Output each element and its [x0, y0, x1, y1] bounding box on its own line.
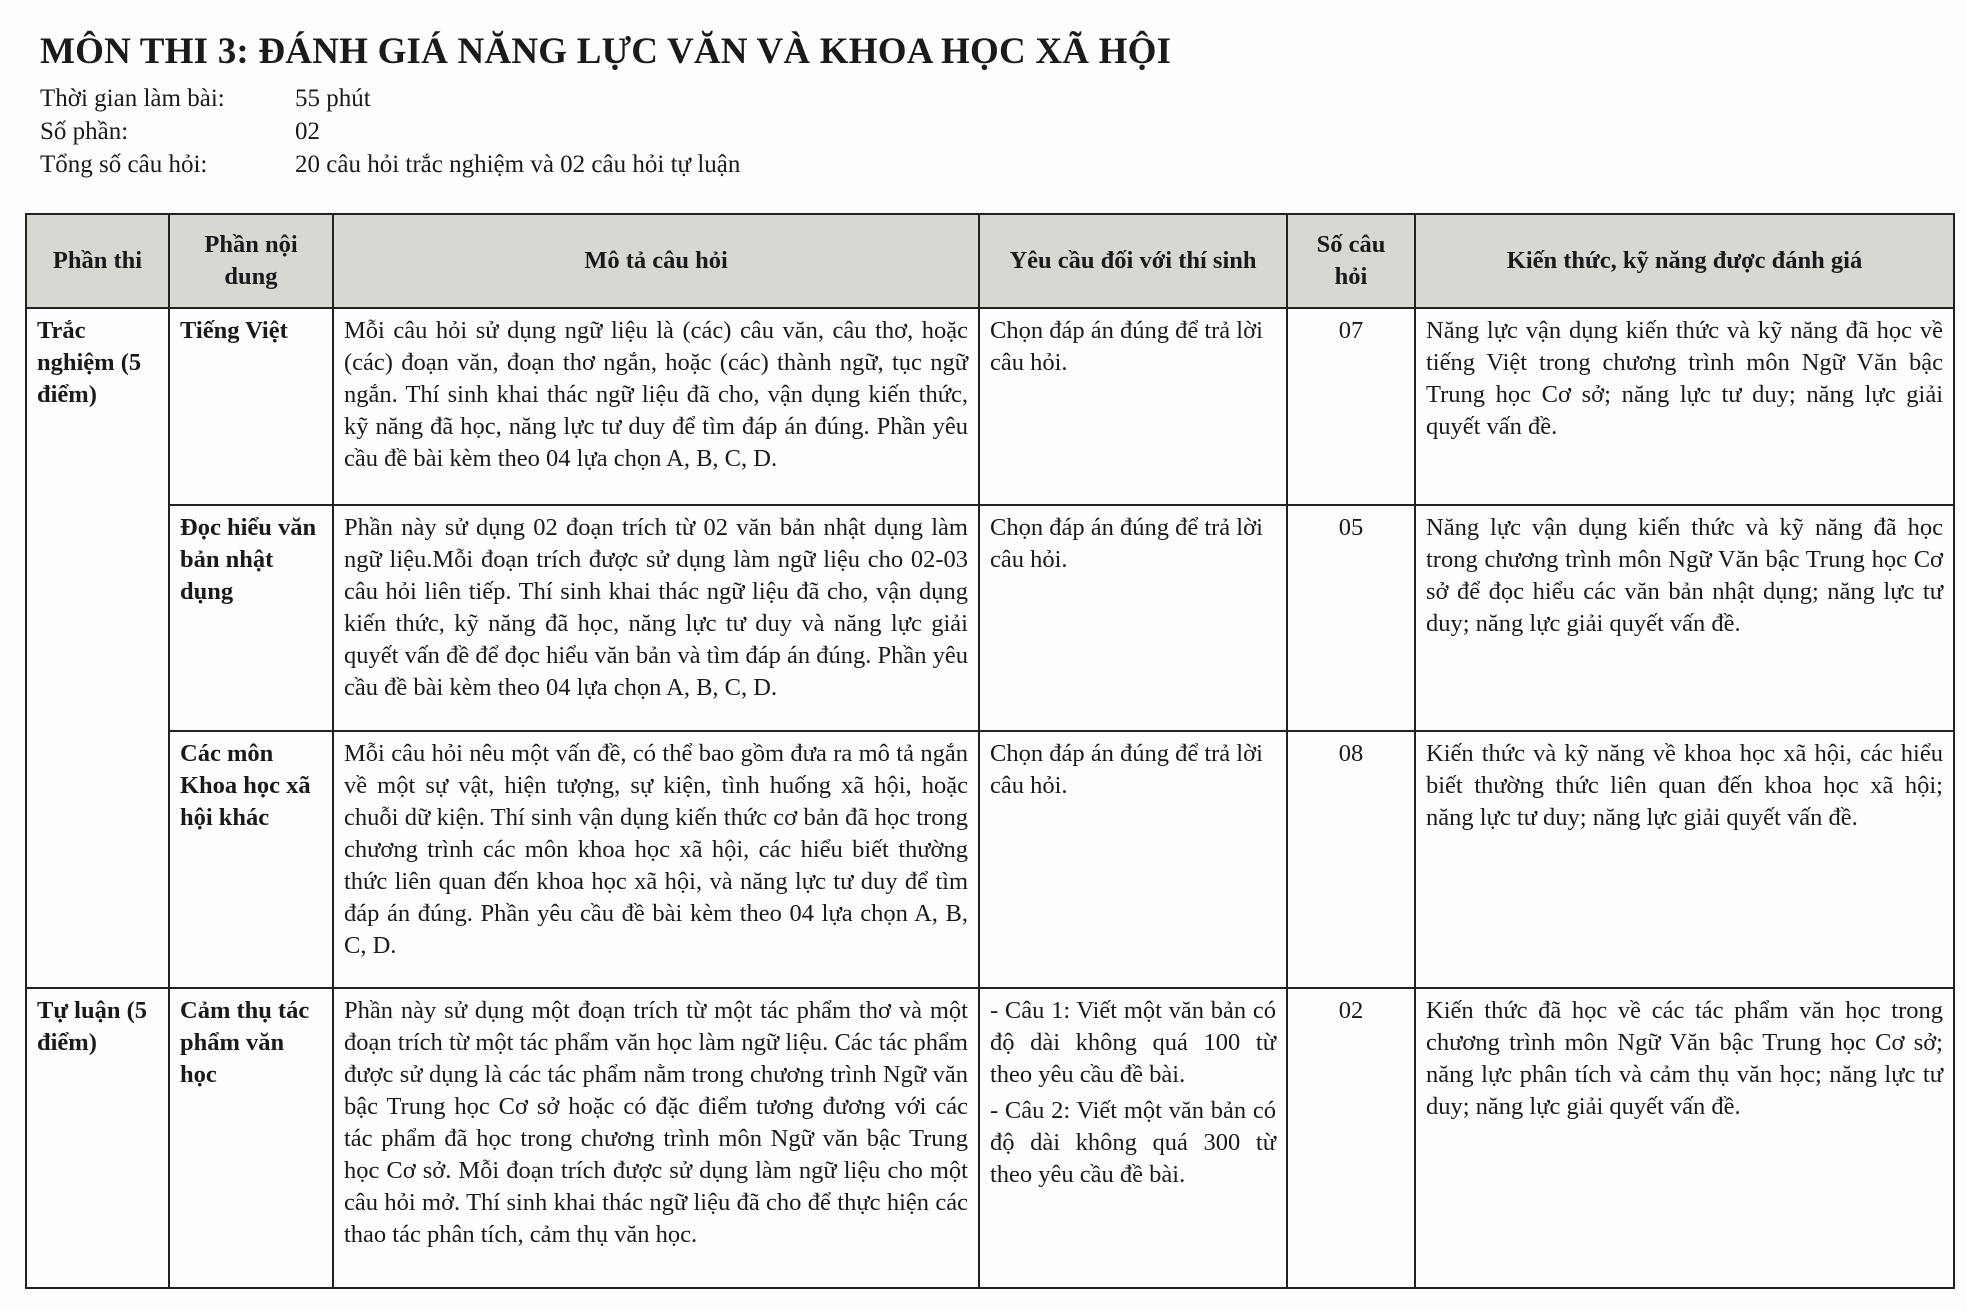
count-cell: 08 [1287, 731, 1415, 988]
header-skills: Kiến thức, kỹ năng được đánh giá [1415, 214, 1954, 308]
table-row [26, 308, 1954, 505]
description-cell: Phần này sử dụng 02 đoạn trích từ 02 văn bản nhật dụng làm ngữ liệu.Mỗi đoạn trích được sử dụng làm ngữ liệu cho 02-03 câu hỏi liên tiếp. Thí sinh khai thác ngữ liệu đã cho, vận dụng kiến thức, kỹ năng đã học, năng lực tư duy và năng lực giải quyết vấn đề để đọc hiểu văn bản và tìm đáp án đúng. Phần yêu cầu đề bài kèm theo 04 lựa chọn A, B, C, D. [333, 505, 979, 731]
description-cell: Mỗi câu hỏi nêu một vấn đề, có thể bao gồm đưa ra mô tả ngắn về một sự vật, hiện tượng, sự kiện, tình huống xã hội, hoặc chuỗi dữ kiện. Thí sinh vận dụng kiến thức cơ bản đã học trong chương trình các môn khoa học xã hội, các hiểu biết thường thức liên quan đến khoa học xã hội, và năng lực tư duy để tìm đáp án đúng. Phần yêu cầu đề bài kèm theo 04 lựa chọn A, B, C, D. [333, 731, 979, 988]
count-cell: 07 [1287, 308, 1415, 505]
header-part: Phần thi [26, 214, 169, 308]
skills-cell: Kiến thức và kỹ năng về khoa học xã hội, các hiểu biết thường thức liên quan đến khoa học xã hội; năng lực tư duy; năng lực giải quyết vấn đề. [1415, 731, 1954, 988]
requirement-cell: Chọn đáp án đúng để trả lời câu hỏi. [979, 731, 1287, 988]
content-cell: Tiếng Việt [169, 308, 333, 505]
page-title: MÔN THI 3: ĐÁNH GIÁ NĂNG LỰC VĂN VÀ KHOA HỌC XÃ HỘI [40, 31, 1172, 72]
requirement-cell: Chọn đáp án đúng để trả lời câu hỏi. [979, 505, 1287, 731]
content-cell: Đọc hiểu văn bản nhật dụng [169, 505, 333, 731]
header-requirement: Yêu cầu đối với thí sinh [979, 214, 1287, 308]
requirement-cell [979, 988, 1287, 1288]
table-row [26, 731, 1954, 988]
section-essay: Tự luận (5 điểm) [26, 988, 169, 1288]
table-row [26, 988, 1954, 1288]
requirement-item: - Câu 1: Viết một văn bản có độ dài không quá 100 từ theo yêu cầu đề bài. [990, 997, 1276, 1088]
info-value: 02 [295, 118, 320, 145]
header-count: Số câu hỏi [1287, 214, 1415, 308]
info-parts [40, 115, 740, 148]
info-time [40, 82, 740, 115]
requirement-item: - Câu 2: Viết một văn bản có độ dài không quá 300 từ theo yêu cầu đề bài. [990, 1097, 1276, 1188]
description-cell: Phần này sử dụng một đoạn trích từ một tác phẩm thơ và một đoạn trích từ một tác phẩm văn học làm ngữ liệu. Các tác phẩm được sử dụng là các tác phẩm nằm trong chương trình Ngữ văn bậc Trung học Cơ sở hoặc có đặc điểm tương đương với các tác phẩm đã học trong chương trình môn Ngữ văn bậc Trung học Cơ sở. Mỗi đoạn trích được sử dụng làm ngữ liệu cho một câu hỏi mở. Thí sinh khai thác ngữ liệu đã cho để thực hiện các thao tác phân tích, cảm thụ văn học. [333, 988, 979, 1288]
requirement-cell: Chọn đáp án đúng để trả lời câu hỏi. [979, 308, 1287, 505]
count-cell: 02 [1287, 988, 1415, 1288]
exam-info [40, 82, 740, 181]
info-value: 20 câu hỏi trắc nghiệm và 02 câu hỏi tự luận [295, 151, 741, 178]
table-row [26, 505, 1954, 731]
info-label: Số phần: [40, 118, 129, 145]
info-label: Tổng số câu hỏi: [40, 151, 208, 178]
skills-cell: Năng lực vận dụng kiến thức và kỹ năng đã học về tiếng Việt trong chương trình môn Ngữ Văn bậc Trung học Cơ sở; năng lực tư duy; năng lực giải quyết vấn đề. [1415, 308, 1954, 505]
content-cell: Các môn Khoa học xã hội khác [169, 731, 333, 988]
section-multiple-choice: Trắc nghiệm (5 điểm) [26, 308, 169, 988]
skills-cell: Năng lực vận dụng kiến thức và kỹ năng đã học trong chương trình môn Ngữ Văn bậc Trung học Cơ sở để đọc hiểu các văn bản nhật dụng; năng lực tư duy; năng lực giải quyết vấn đề. [1415, 505, 1954, 731]
count-cell: 05 [1287, 505, 1415, 731]
info-questions [40, 148, 740, 181]
header-content: Phần nội dung [169, 214, 333, 308]
table-header [26, 214, 1954, 308]
content-cell: Cảm thụ tác phẩm văn học [169, 988, 333, 1288]
description-cell: Mỗi câu hỏi sử dụng ngữ liệu là (các) câu văn, câu thơ, hoặc (các) đoạn văn, đoạn thơ ngắn, hoặc (các) thành ngữ, tục ngữ ngắn. Thí sinh khai thác ngữ liệu đã cho, vận dụng kiến thức, kỹ năng đã học, năng lực tư duy để tìm đáp án đúng. Phần yêu cầu đề bài kèm theo 04 lựa chọn A, B, C, D. [333, 308, 979, 505]
info-value: 55 phút [295, 85, 371, 112]
info-label: Thời gian làm bài: [40, 85, 225, 112]
exam-structure-table [25, 213, 1955, 1289]
skills-cell: Kiến thức đã học về các tác phẩm văn học trong chương trình môn Ngữ Văn bậc Trung học Cơ sở; năng lực phân tích và cảm thụ văn học; năng lực tư duy; năng lực giải quyết vấn đề. [1415, 988, 1954, 1288]
header-description: Mô tả câu hỏi [333, 214, 979, 308]
